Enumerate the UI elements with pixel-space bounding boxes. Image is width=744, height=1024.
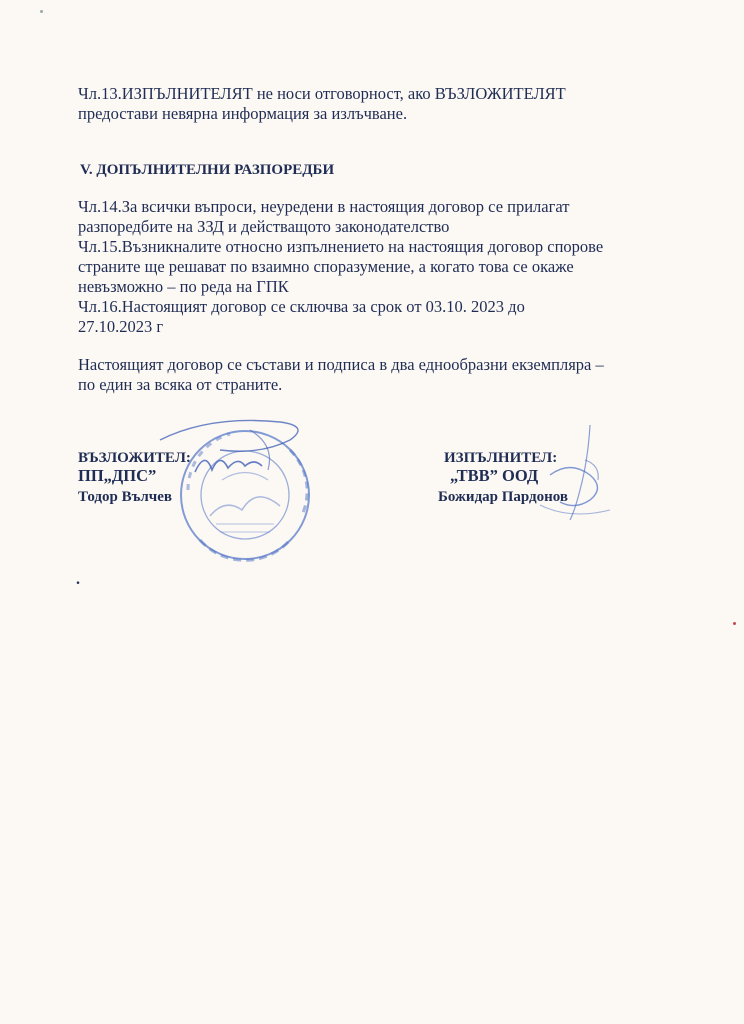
contractor-role-label: ИЗПЪЛНИТЕЛ: [444,450,558,466]
scan-speck [733,622,736,625]
trailing-mark: . [76,571,80,588]
clause-14-line-2: разпоредбите на ЗЗД и действащото законодателство [78,217,450,236]
contractor-organization: „ТВВ” ООД [450,466,539,485]
clause-16-line-1: Чл.16.Настоящият договор се сключва за срок от 03.10. 2023 до [78,297,525,316]
clause-13-line-1: Чл.13.ИЗПЪЛНИТЕЛЯТ не носи отговорност, ако ВЪЗЛОЖИТЕЛЯТ [78,84,566,103]
scan-speck [40,10,43,13]
clause-15-line-2: страните ще решават по взаимно споразумение, а когато това се окаже [78,257,574,276]
client-organization: ПП„ДПС” [78,466,157,485]
section-heading: V. ДОПЪЛНИТЕЛНИ РАЗПОРЕДБИ [80,162,335,178]
clause-15-line-1: Чл.15.Възникналите относно изпълнението на настоящия договор спорове [78,237,604,256]
clause-13-line-2: предостави невярна информация за излъчване. [78,104,408,123]
clause-16-line-2: 27.10.2023 г [78,317,164,336]
client-role-label: ВЪЗЛОЖИТЕЛ: [78,450,191,466]
clause-14-line-1: Чл.14.За всички въпроси, неуредени в настоящия договор се прилагат [78,197,570,216]
closing-line-2: по един за всяка от страните. [78,375,283,394]
clause-15-line-3: невъзможно – по реда на ГПК [78,277,289,296]
client-name: Тодор Вълчев [78,489,172,505]
closing-line-1: Настоящият договор се състави и подписа в два еднообразни екземпляра – [78,355,604,374]
contractor-name: Божидар Пардонов [438,489,569,505]
contractor-signature-icon [530,420,620,530]
